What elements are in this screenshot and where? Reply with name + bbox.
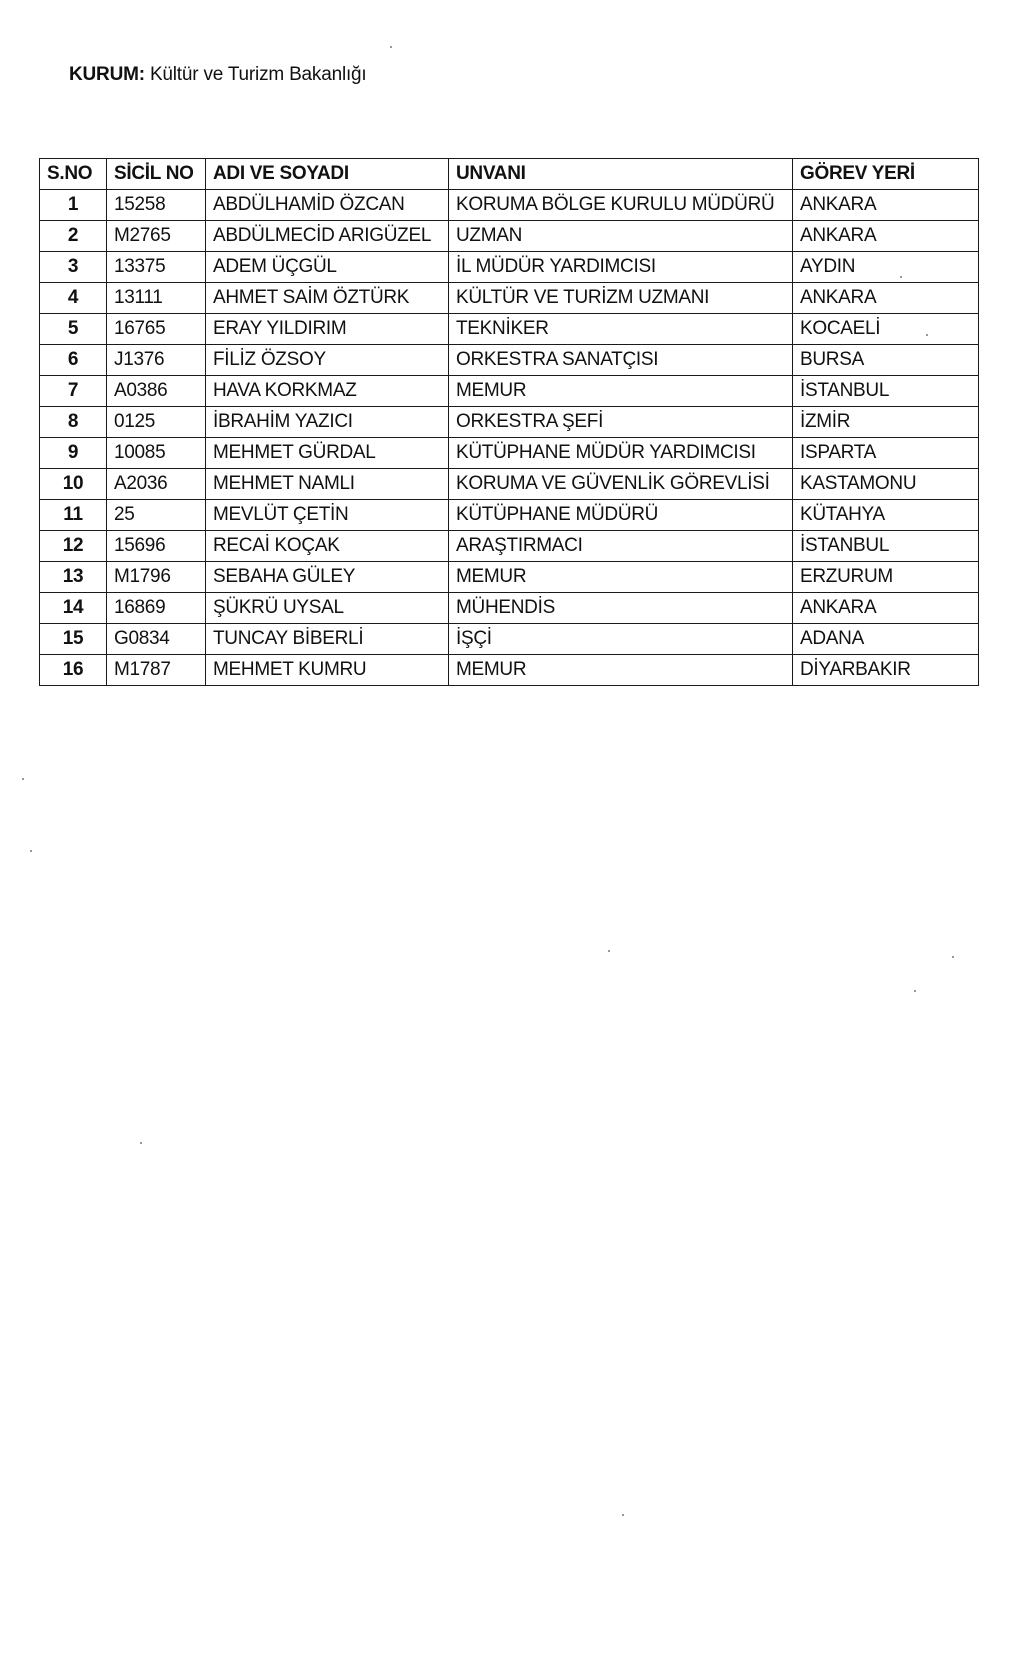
table-row: [40, 221, 979, 252]
scan-speck: [390, 46, 392, 48]
cell-title: İŞÇİ: [449, 624, 793, 655]
cell-sicil-no: 10085: [107, 438, 206, 469]
cell-sno: 8: [40, 407, 107, 438]
cell-sno: 10: [40, 469, 107, 500]
cell-location: KOCAELİ: [793, 314, 979, 345]
cell-title: İL MÜDÜR YARDIMCISI: [449, 252, 793, 283]
cell-title: KÜLTÜR VE TURİZM UZMANI: [449, 283, 793, 314]
cell-name: ERAY YILDIRIM: [206, 314, 449, 345]
column-header-title: UNVANI: [449, 159, 793, 190]
cell-sicil-no: 0125: [107, 407, 206, 438]
scan-speck: [900, 276, 902, 278]
cell-name: HAVA KORKMAZ: [206, 376, 449, 407]
table-row: [40, 283, 979, 314]
scan-speck: [30, 850, 32, 852]
cell-sno: 5: [40, 314, 107, 345]
cell-location: KÜTAHYA: [793, 500, 979, 531]
table-header-row: [40, 159, 979, 190]
cell-sno: 2: [40, 221, 107, 252]
cell-sno: 14: [40, 593, 107, 624]
cell-title: KORUMA VE GÜVENLİK GÖREVLİSİ: [449, 469, 793, 500]
cell-location: ADANA: [793, 624, 979, 655]
scan-speck: [926, 334, 928, 336]
cell-sicil-no: M1796: [107, 562, 206, 593]
cell-sicil-no: 13111: [107, 283, 206, 314]
cell-title: UZMAN: [449, 221, 793, 252]
cell-sicil-no: J1376: [107, 345, 206, 376]
table-row: [40, 562, 979, 593]
cell-sno: 13: [40, 562, 107, 593]
column-header-name: ADI VE SOYADI: [206, 159, 449, 190]
scan-speck: [914, 990, 916, 992]
table-row: [40, 407, 979, 438]
table-row: [40, 500, 979, 531]
cell-title: KÜTÜPHANE MÜDÜR YARDIMCISI: [449, 438, 793, 469]
cell-sno: 11: [40, 500, 107, 531]
cell-name: ABDÜLHAMİD ÖZCAN: [206, 190, 449, 221]
table-row: [40, 593, 979, 624]
cell-location: ANKARA: [793, 190, 979, 221]
cell-name: MEHMET NAMLI: [206, 469, 449, 500]
cell-location: DİYARBAKIR: [793, 655, 979, 686]
table-row: [40, 531, 979, 562]
table-row: [40, 376, 979, 407]
cell-sno: 12: [40, 531, 107, 562]
cell-sicil-no: 16869: [107, 593, 206, 624]
table-row: [40, 252, 979, 283]
cell-title: KORUMA BÖLGE KURULU MÜDÜRÜ: [449, 190, 793, 221]
cell-name: FİLİZ ÖZSOY: [206, 345, 449, 376]
cell-sno: 16: [40, 655, 107, 686]
cell-name: RECAİ KOÇAK: [206, 531, 449, 562]
scan-speck: [608, 950, 610, 952]
cell-location: BURSA: [793, 345, 979, 376]
cell-location: AYDIN: [793, 252, 979, 283]
cell-sicil-no: 13375: [107, 252, 206, 283]
cell-title: KÜTÜPHANE MÜDÜRÜ: [449, 500, 793, 531]
institution-label: KURUM:: [69, 64, 145, 85]
table-row: [40, 469, 979, 500]
table-row: [40, 438, 979, 469]
cell-title: ARAŞTIRMACI: [449, 531, 793, 562]
table-row: [40, 190, 979, 221]
cell-location: ISPARTA: [793, 438, 979, 469]
table-row: [40, 314, 979, 345]
cell-location: İSTANBUL: [793, 531, 979, 562]
cell-name: MEHMET GÜRDAL: [206, 438, 449, 469]
cell-location: ERZURUM: [793, 562, 979, 593]
cell-location: İSTANBUL: [793, 376, 979, 407]
scan-speck: [22, 778, 24, 780]
cell-sicil-no: M2765: [107, 221, 206, 252]
cell-title: MEMUR: [449, 376, 793, 407]
cell-sicil-no: 25: [107, 500, 206, 531]
table-row: [40, 655, 979, 686]
cell-title: MEMUR: [449, 655, 793, 686]
cell-sicil-no: A0386: [107, 376, 206, 407]
cell-sno: 15: [40, 624, 107, 655]
table-row: [40, 345, 979, 376]
cell-sicil-no: 15258: [107, 190, 206, 221]
cell-name: MEHMET KUMRU: [206, 655, 449, 686]
scan-speck: [622, 1514, 624, 1516]
cell-title: TEKNİKER: [449, 314, 793, 345]
cell-name: AHMET SAİM ÖZTÜRK: [206, 283, 449, 314]
personnel-table: [39, 158, 979, 686]
scan-speck: [952, 956, 954, 958]
cell-sno: 9: [40, 438, 107, 469]
column-header-sno: S.NO: [40, 159, 107, 190]
cell-location: ANKARA: [793, 283, 979, 314]
column-header-sicil-no: SİCİL NO: [107, 159, 206, 190]
cell-sicil-no: 15696: [107, 531, 206, 562]
cell-title: ORKESTRA ŞEFİ: [449, 407, 793, 438]
cell-name: ABDÜLMECİD ARIGÜZEL: [206, 221, 449, 252]
cell-location: ANKARA: [793, 593, 979, 624]
cell-name: MEVLÜT ÇETİN: [206, 500, 449, 531]
cell-sno: 7: [40, 376, 107, 407]
scan-speck: [140, 1142, 142, 1144]
cell-name: SEBAHA GÜLEY: [206, 562, 449, 593]
cell-name: TUNCAY BİBERLİ: [206, 624, 449, 655]
cell-sicil-no: 16765: [107, 314, 206, 345]
cell-location: İZMİR: [793, 407, 979, 438]
cell-location: ANKARA: [793, 221, 979, 252]
cell-name: İBRAHİM YAZICI: [206, 407, 449, 438]
institution-name: Kültür ve Turizm Bakanlığı: [149, 64, 367, 85]
cell-name: ADEM ÜÇGÜL: [206, 252, 449, 283]
cell-title: MEMUR: [449, 562, 793, 593]
table-row: [40, 624, 979, 655]
cell-sno: 6: [40, 345, 107, 376]
cell-sno: 4: [40, 283, 107, 314]
cell-title: MÜHENDİS: [449, 593, 793, 624]
cell-sno: 1: [40, 190, 107, 221]
cell-name: ŞÜKRÜ UYSAL: [206, 593, 449, 624]
cell-location: KASTAMONU: [793, 469, 979, 500]
cell-sicil-no: M1787: [107, 655, 206, 686]
cell-sicil-no: G0834: [107, 624, 206, 655]
cell-sicil-no: A2036: [107, 469, 206, 500]
page-header: [69, 64, 367, 86]
column-header-location: GÖREV YERİ: [793, 159, 979, 190]
cell-title: ORKESTRA SANATÇISI: [449, 345, 793, 376]
cell-sno: 3: [40, 252, 107, 283]
